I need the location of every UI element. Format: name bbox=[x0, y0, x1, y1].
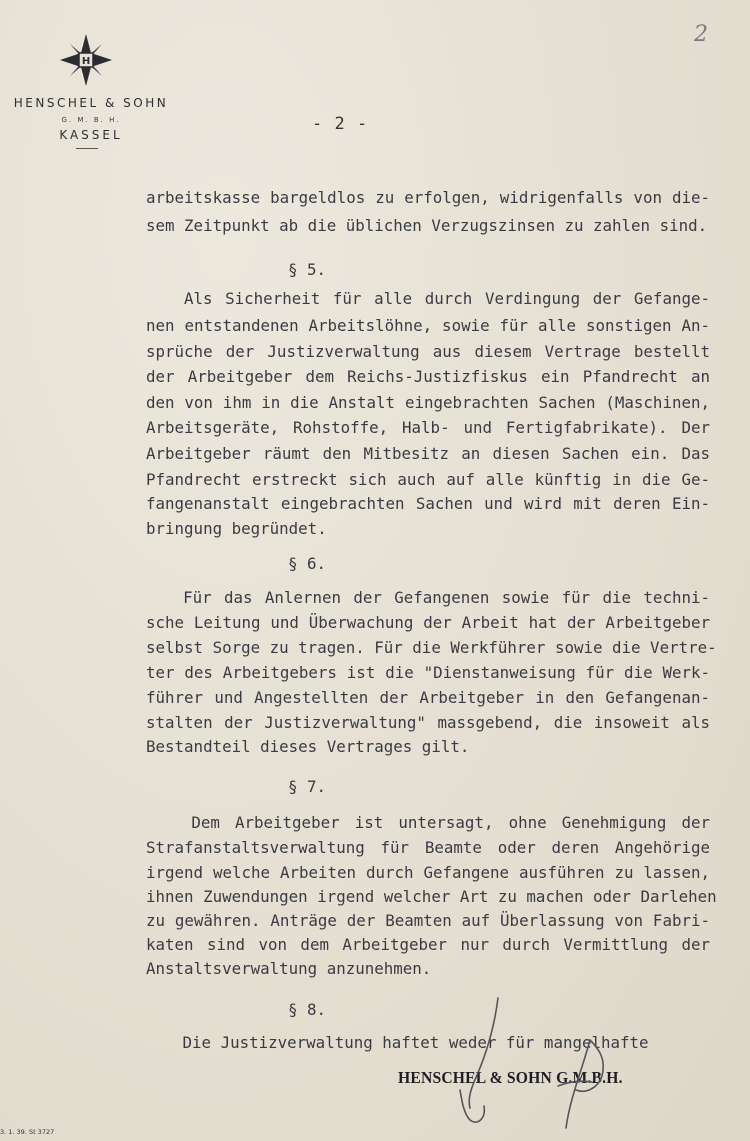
text-line: Für das Anlernen der Gefangenen sowie für die techni- bbox=[146, 588, 710, 607]
text-line: Dem Arbeitgeber ist untersagt, ohne Genehmigung der bbox=[146, 813, 710, 832]
text-line: stalten der Justizverwaltung" massgebend, die insoweit als bbox=[146, 713, 710, 732]
text-line: Als Sicherheit für alle durch Verdingung der Gefange- bbox=[146, 289, 710, 308]
section-heading: § 6. bbox=[288, 554, 327, 573]
print-code: 3. 1. 39. St 3727 bbox=[0, 1128, 55, 1136]
section-heading: § 8. bbox=[288, 1000, 327, 1019]
text-line: Die Justizverwaltung haftet weder für mangelhafte bbox=[154, 1033, 649, 1052]
star-logo-icon bbox=[60, 34, 112, 86]
text-line: ter des Arbeitgebers ist die "Dienstanweisung für die Werk- bbox=[146, 663, 710, 682]
page-number: - 2 - bbox=[312, 114, 369, 134]
section-heading: § 5. bbox=[288, 260, 327, 279]
text-line: sprüche der Justizverwaltung aus diesem Vertrage bestellt bbox=[146, 342, 710, 361]
company-legal-form: G. M. B. H. bbox=[61, 116, 121, 124]
text-line: fangenanstalt eingebrachten Sachen und wird mit deren Ein- bbox=[146, 494, 710, 513]
text-line: Bestandteil dieses Vertrages gilt. bbox=[146, 737, 470, 756]
text-line: Anstaltsverwaltung anzunehmen. bbox=[146, 959, 432, 978]
company-city: KASSEL bbox=[59, 128, 123, 142]
company-stamp: HENSCHEL & SOHN G.M.B.H. bbox=[398, 1068, 623, 1087]
handwritten-page-number: 2 bbox=[694, 22, 708, 47]
text-line: nen entstandenen Arbeitslöhne, sowie für alle sonstigen An- bbox=[146, 316, 710, 335]
text-line: bringung begründet. bbox=[146, 519, 327, 538]
text-line: arbeitskasse bargeldlos zu erfolgen, widrigenfalls von die- bbox=[146, 188, 710, 207]
text-line: selbst Sorge zu tragen. Für die Werkführer sowie die Vertre- bbox=[146, 638, 717, 657]
text-line: Pfandrecht erstreckt sich auch auf alle künftig in die Ge- bbox=[146, 470, 710, 489]
section-heading: § 7. bbox=[288, 777, 327, 796]
text-line: katen sind von dem Arbeitgeber nur durch Vermittlung der bbox=[146, 935, 710, 954]
text-line: der Arbeitgeber dem Reichs-Justizfiskus ein Pfandrecht an bbox=[146, 367, 710, 386]
text-line: sche Leitung und Überwachung der Arbeit hat der Arbeitgeber bbox=[146, 613, 710, 632]
text-line: irgend welche Arbeiten durch Gefangene ausführen zu lassen, bbox=[146, 863, 710, 882]
text-line: den von ihm in die Anstalt eingebrachten Sachen (Maschinen, bbox=[146, 393, 710, 412]
text-line: Arbeitgeber räumt den Mitbesitz an diesen Sachen ein. Das bbox=[146, 444, 710, 463]
text-line: führer und Angestellten der Arbeitgeber in den Gefangenan- bbox=[146, 688, 710, 707]
text-line: ihnen Zuwendungen irgend welcher Art zu machen oder Darlehen bbox=[146, 887, 717, 906]
signature-icon bbox=[440, 990, 660, 1140]
text-line: sem Zeitpunkt ab die üblichen Verzugszinsen zu zahlen sind. bbox=[146, 216, 708, 235]
company-name: HENSCHEL & SOHN bbox=[13, 96, 169, 110]
letterhead-divider bbox=[76, 148, 98, 149]
text-line: zu gewähren. Anträge der Beamten auf Überlassung von Fabri- bbox=[146, 911, 710, 930]
svg-text:H: H bbox=[81, 56, 91, 67]
text-line: Strafanstaltsverwaltung für Beamte oder deren Angehörige bbox=[146, 838, 710, 857]
text-line: Arbeitsgeräte, Rohstoffe, Halb- und Fertigfabrikate). Der bbox=[146, 418, 710, 437]
